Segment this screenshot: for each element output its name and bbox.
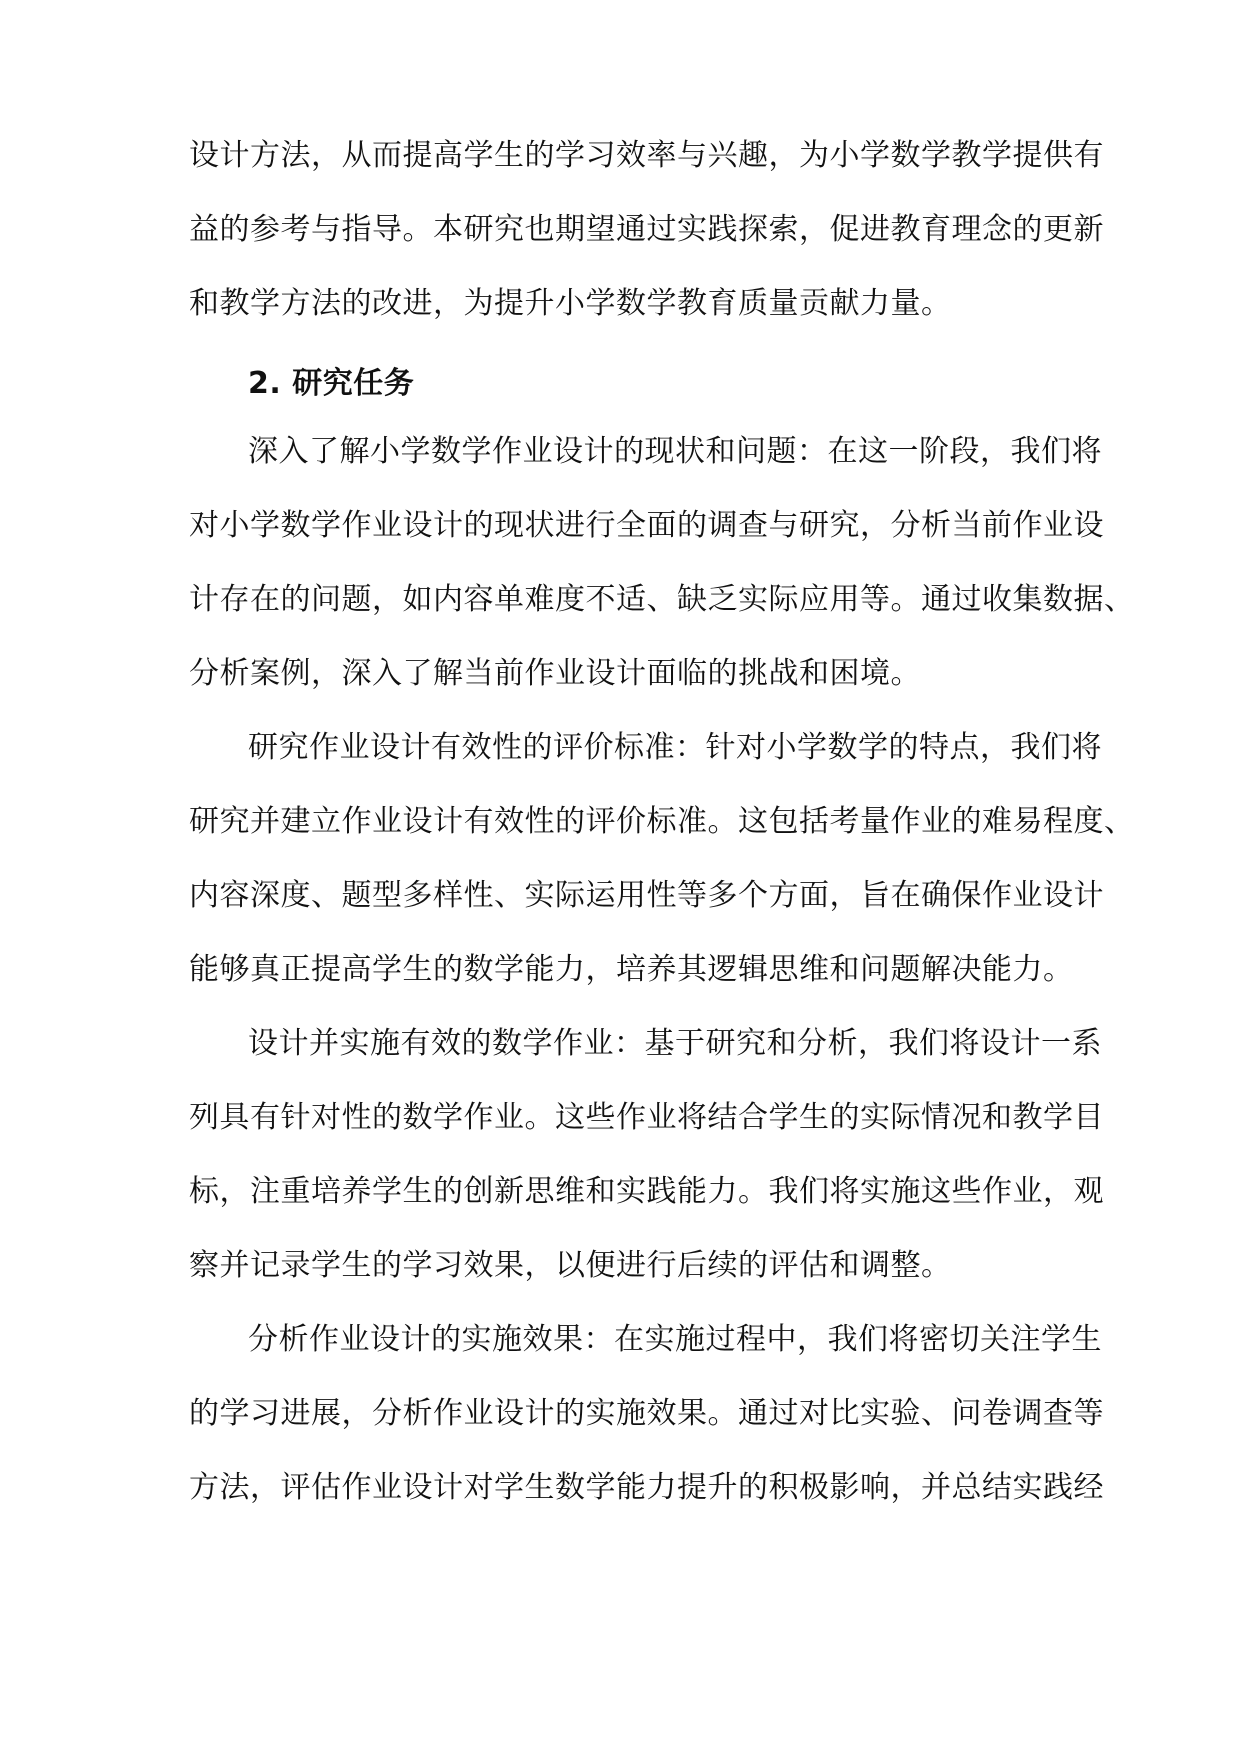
intro-line: 和教学方法的改进，为提升小学数学教育质量贡献力量。 [189,286,952,321]
paragraph-line: 方法，评估作业设计对学生数学能力提升的积极影响，并总结实践经 [189,1470,1104,1505]
paragraph-line: 设计并实施有效的数学作业：基于研究和分析，我们将设计一系 [248,1026,1102,1061]
paragraph-line: 计存在的问题，如内容单难度不适、缺乏实际应用等。通过收集数据、 [189,582,1135,617]
paragraph-line: 能够真正提高学生的数学能力，培养其逻辑思维和问题解决能力。 [189,952,1074,987]
paragraph-line: 研究并建立作业设计有效性的评价标准。这包括考量作业的难易程度、 [189,804,1135,839]
intro-line: 益的参考与指导。本研究也期望通过实践探索，促进教育理念的更新 [189,212,1104,247]
paragraph-line: 分析案例，深入了解当前作业设计面临的挑战和困境。 [189,656,921,691]
section-heading: 2. 研究任务 [248,366,415,401]
paragraph-line: 列具有针对性的数学作业。这些作业将结合学生的实际情况和教学目 [189,1100,1104,1135]
paragraph-line: 的学习进展，分析作业设计的实施效果。通过对比实验、问卷调查等 [189,1396,1104,1431]
paragraph-line: 分析作业设计的实施效果：在实施过程中，我们将密切关注学生 [248,1322,1102,1357]
paragraph-line: 对小学数学作业设计的现状进行全面的调查与研究，分析当前作业设 [189,508,1104,543]
paragraph-line: 研究作业设计有效性的评价标准：针对小学数学的特点，我们将 [248,730,1102,765]
paragraph-line: 内容深度、题型多样性、实际运用性等多个方面，旨在确保作业设计 [189,878,1104,913]
paragraph-line: 深入了解小学数学作业设计的现状和问题：在这一阶段，我们将 [248,434,1102,469]
paragraph-line: 察并记录学生的学习效果，以便进行后续的评估和调整。 [189,1248,952,1283]
intro-line: 设计方法，从而提高学生的学习效率与兴趣，为小学数学教学提供有 [189,138,1104,173]
paragraph-line: 标，注重培养学生的创新思维和实践能力。我们将实施这些作业，观 [189,1174,1104,1209]
